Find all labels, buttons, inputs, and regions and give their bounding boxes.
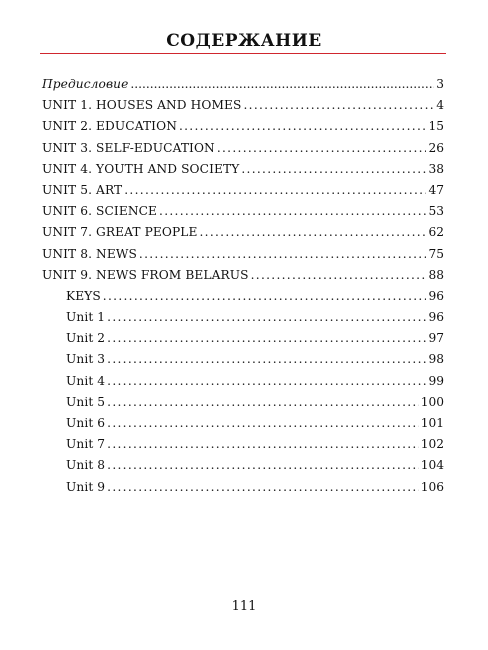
toc-entry-page-number: 15 <box>428 119 444 134</box>
toc-entry-page-number: 88 <box>428 267 444 282</box>
toc-entry[interactable] <box>42 286 444 307</box>
toc-entry[interactable] <box>42 434 444 455</box>
toc-entry-page-number: 62 <box>428 225 444 240</box>
toc-entry[interactable] <box>42 265 444 286</box>
toc-entry[interactable] <box>42 74 444 95</box>
toc-entry-page-number: 26 <box>428 140 444 155</box>
toc-entry-page-number: 3 <box>436 77 444 91</box>
toc-entry-page-number: 101 <box>420 416 444 430</box>
toc-entry-label: Unit 5 <box>66 394 106 409</box>
page-footer-number: 111 <box>231 599 257 614</box>
toc-entry-page-number: 104 <box>420 458 444 473</box>
toc-entry-page-number: 100 <box>420 394 444 409</box>
dot-leader <box>107 455 419 476</box>
toc-entry-page-number: 97 <box>428 331 444 346</box>
toc-entry-page-number: 4 <box>436 98 444 113</box>
dot-leader <box>103 286 427 307</box>
table-of-contents <box>42 74 444 498</box>
toc-entry-label: Unit 4 <box>66 373 106 388</box>
toc-entry[interactable] <box>42 392 444 413</box>
toc-entry-label: UNIT 3. SELF-EDUCATION <box>42 140 215 155</box>
toc-entry[interactable] <box>42 349 444 370</box>
toc-entry-page-number: 96 <box>428 310 444 325</box>
toc-entry[interactable] <box>42 95 444 116</box>
page-title: СОДЕРЖАНИЕ <box>166 31 322 51</box>
dot-leader <box>107 349 426 370</box>
toc-entry-label: Unit 2 <box>66 331 106 346</box>
toc-entry-label: Unit 1 <box>66 310 106 325</box>
toc-entry[interactable] <box>42 477 444 498</box>
toc-entry-page-number: 75 <box>428 246 444 261</box>
dot-leader <box>107 371 426 392</box>
toc-entry-label: UNIT 8. NEWS <box>42 246 137 261</box>
toc-entry-page-number: 99 <box>428 373 444 388</box>
toc-entry[interactable] <box>42 328 444 349</box>
toc-entry-label: UNIT 7. GREAT PEOPLE <box>42 225 198 240</box>
toc-entry-page-number: 53 <box>428 204 444 219</box>
toc-entry-label: UNIT 4. YOUTH AND SOCIETY <box>42 161 240 176</box>
dot-leader <box>107 477 419 498</box>
dot-leader <box>107 434 419 455</box>
toc-entry-label: Unit 8 <box>66 458 106 473</box>
dot-leader <box>179 116 427 137</box>
toc-entry-label: Unit 7 <box>66 437 106 452</box>
toc-entry-label: KEYS <box>66 288 101 303</box>
dot-leader <box>107 307 426 328</box>
toc-entry-label: UNIT 2. EDUCATION <box>42 119 177 134</box>
dot-leader <box>130 74 434 95</box>
toc-entry-page-number: 38 <box>428 161 444 176</box>
toc-entry-label: Предисловие <box>42 77 129 91</box>
dot-leader <box>107 413 419 434</box>
dot-leader <box>159 201 426 222</box>
dot-leader <box>251 265 427 286</box>
dot-leader <box>217 138 427 159</box>
toc-entry-page-number: 98 <box>428 352 444 367</box>
toc-entry[interactable] <box>42 371 444 392</box>
toc-entry-label: UNIT 6. SCIENCE <box>42 204 158 219</box>
toc-entry-page-number: 102 <box>420 437 444 452</box>
dot-leader <box>241 159 426 180</box>
toc-entry-label: UNIT 9. NEWS FROM BELARUS <box>42 267 249 282</box>
toc-entry[interactable] <box>42 116 444 137</box>
dot-leader <box>139 244 427 265</box>
title-divider <box>40 53 446 54</box>
toc-entry[interactable] <box>42 159 444 180</box>
toc-entry[interactable] <box>42 244 444 265</box>
toc-entry-page-number: 96 <box>428 288 444 303</box>
toc-entry-page-number: 47 <box>428 182 444 197</box>
toc-entry[interactable] <box>42 222 444 243</box>
toc-entry[interactable] <box>42 455 444 476</box>
toc-entry[interactable] <box>42 413 444 434</box>
toc-entry[interactable] <box>42 307 444 328</box>
toc-entry[interactable] <box>42 138 444 159</box>
toc-entry-label: UNIT 1. HOUSES AND HOMES <box>42 98 242 113</box>
toc-entry-label: Unit 3 <box>66 352 106 367</box>
toc-entry-label: Unit 9 <box>66 479 106 494</box>
toc-entry[interactable] <box>42 201 444 222</box>
toc-entry-page-number: 106 <box>420 479 444 494</box>
dot-leader <box>107 392 419 413</box>
dot-leader <box>107 328 426 349</box>
toc-entry[interactable] <box>42 180 444 201</box>
toc-entry-label: Unit 6 <box>66 416 106 430</box>
toc-entry-label: UNIT 5. ART <box>42 182 123 197</box>
dot-leader <box>199 222 426 243</box>
dot-leader <box>243 95 434 116</box>
dot-leader <box>124 180 426 201</box>
